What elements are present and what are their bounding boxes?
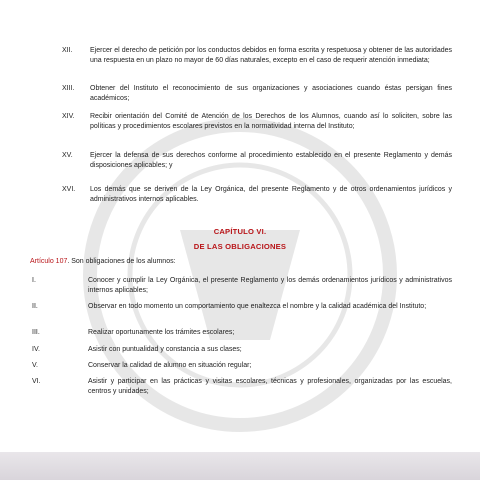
- chapter-subtitle: DE LAS OBLIGACIONES: [193, 242, 287, 251]
- item-number: XIV.: [62, 113, 75, 120]
- item-text: Asistir y participar en las prácticas y visitas escolares, técnicas y profesionales, organizadas por las escuelas, centros y unidades;: [88, 378, 452, 395]
- item-text: Los demás que se deriven de la Ley Orgánica, del presente Reglamento y de otros ordenamientos jurídicos y administrativos internos aplicables.: [90, 186, 452, 203]
- item-number: XV.: [62, 152, 73, 159]
- item-text: Conocer y cumplir la Ley Orgánica, el presente Reglamento y los demás ordenamientos jurídicos y administrativos internos aplicables;: [88, 277, 452, 294]
- item-number: II.: [32, 303, 38, 310]
- article-label: Artículo 107: [30, 258, 68, 265]
- item-number: I.: [32, 277, 36, 284]
- item-number: XIII.: [62, 85, 75, 92]
- item-text: Observar en todo momento un comportamiento que enaltezca el nombre y la calidad académica del Instituto;: [88, 303, 427, 310]
- item-text: Asistir con puntualidad y constancia a sus clases;: [88, 346, 242, 353]
- item-text: Realizar oportunamente los trámites escolares;: [88, 329, 235, 336]
- article-intro: [30, 258, 176, 265]
- item-number: XVI.: [62, 186, 76, 193]
- item-text: Ejercer el derecho de petición por los conductos debidos en forma escrita y respetuosa y obtener de las autoridades una respuesta en un plazo no mayor de 60 días naturales, excepto en el caso de requerir atención inmediata;: [90, 47, 452, 64]
- item-number: XII.: [62, 47, 73, 54]
- chapter-title: CAPÍTULO VI.: [213, 227, 267, 236]
- item-number: IV.: [32, 346, 40, 353]
- item-text: Conservar la calidad de alumno en situación regular;: [88, 362, 252, 369]
- item-text: Obtener del Instituto el reconocimiento de sus organizaciones y asociaciones cuando éstas persigan fines académicos;: [90, 85, 452, 102]
- item-number: V.: [32, 362, 38, 369]
- item-number: VI.: [32, 378, 41, 385]
- item-number: III.: [32, 329, 40, 336]
- item-text: Recibir orientación del Comité de Atención de los Derechos de los Alumnos, cuando así lo soliciten, sobre las políticas y procedimientos escolares previstos en la normatividad interna del Instituto;: [90, 113, 452, 130]
- item-text: Ejercer la defensa de sus derechos conforme al procedimiento establecido en el presente Reglamento y demás disposiciones aplicables; y: [90, 152, 452, 169]
- footer-band: [0, 452, 480, 480]
- article-text: . Son obligaciones de los alumnos:: [67, 258, 176, 265]
